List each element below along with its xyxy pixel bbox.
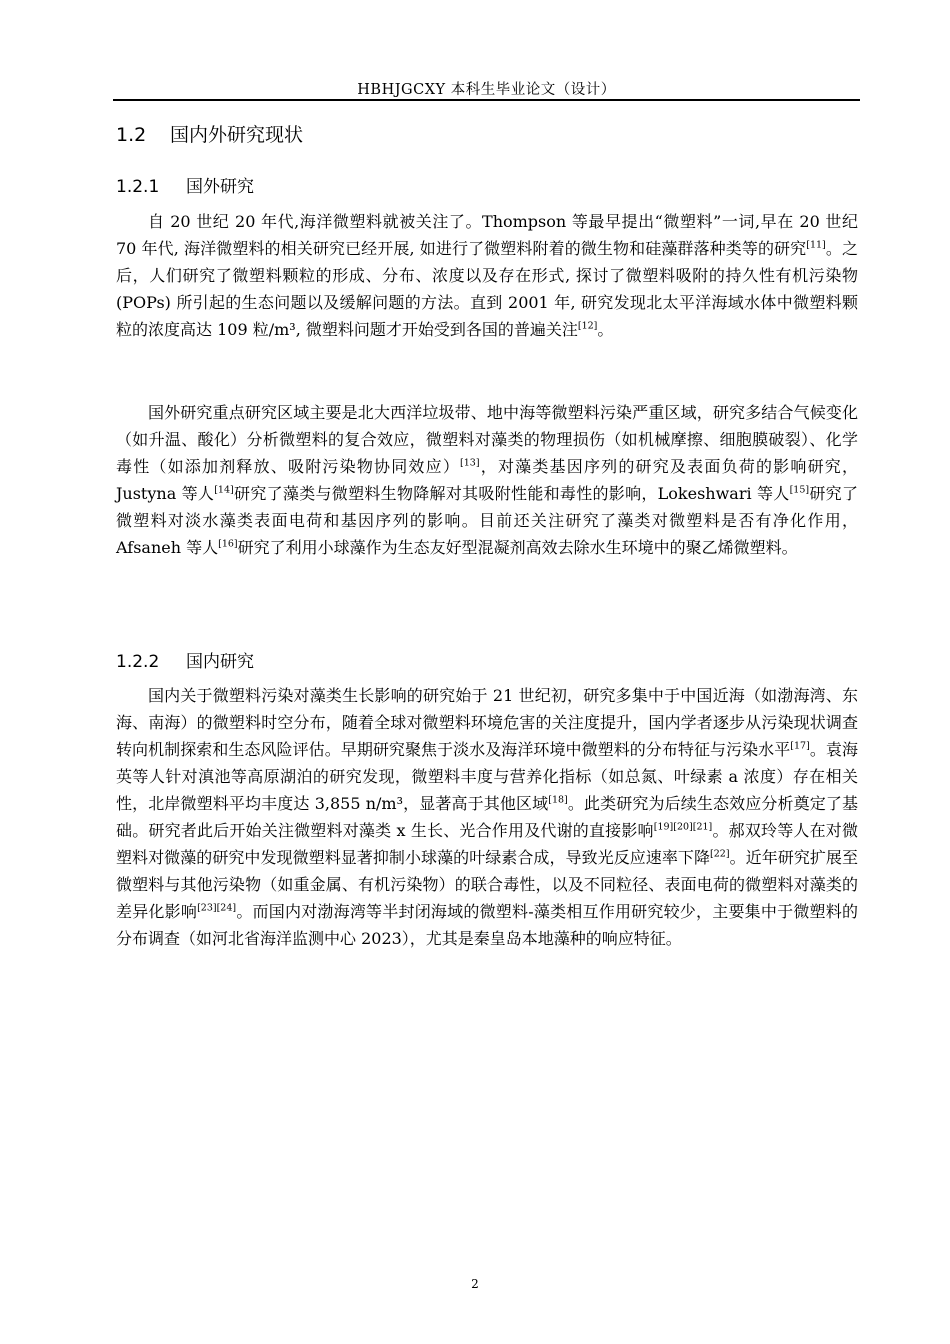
citation: [11] [806,239,826,251]
text-run: ，对藻类基因序列的研究及表面负荷的影响研究，Justyna 等人 [116,457,858,503]
text-run: 自 20 世纪 20 年代,海洋微塑料就被关注了。Thompson 等最早提出“微塑料”一词,早在 20 世纪 70 年代, 海洋微塑料的相关研究已经开展, 如进行了微塑料附着的微生物和硅藻群落种类等的研究 [116,212,858,258]
subsection-title: 国外研究 [186,177,254,197]
section-heading [116,120,303,147]
section-number: 1.2 [116,124,147,146]
text-run: 研究了利用小球藻作为生态友好型混凝剂高效去除水生环境中的聚乙烯微塑料。 [237,538,798,557]
citation: [19][20][21] [653,821,713,833]
citation: [12] [577,320,598,332]
text-run: 。袁海英等人针对滇池等高原湖泊的研究发现，微塑料丰度与营养化指标（如总氮、叶绿素 a 浓度）存在相关性，北岸微塑料平均丰度达 3,855 n/m³，显著高于其他区域 [116,740,858,813]
subsection-number: 1.2.2 [116,652,160,672]
citation: [23][24] [197,902,237,914]
subsection-number: 1.2.1 [116,177,160,197]
page-header: HBHJGCXY 本科生毕业论文（设计） [357,82,616,98]
citation: [18] [548,794,568,806]
subsection-title: 国内研究 [186,652,254,672]
text-run: 国外研究重点研究区域主要是北大西洋垃圾带、地中海等微塑料污染严重区域，研究多结合气候变化（如升温、酸化）分析微塑料的复合效应，微塑料对藻类的物理损伤（如机械摩擦、细胞膜破裂）、化学毒性（如添加剂释放、吸附污染物协同效应） [116,403,858,476]
paragraph-domestic-1 [116,682,858,952]
citation: [14] [214,484,234,496]
page-number: 2 [471,1277,479,1291]
text-run: 。此类研究为后续生态效应分析奠定了基础。研究者此后开始关注微塑料对藻类 x 生长、光合作用及代谢的直接影响 [116,794,858,840]
subsection-heading-domestic [116,647,254,672]
text-run: 研究了藻类与微塑料生物降解对其吸附性能和毒性的影响，Lokeshwari 等人 [233,484,790,503]
citation: [15] [789,484,810,496]
paragraph-foreign-2 [116,399,858,561]
header-rule [113,99,860,101]
citation: [13] [460,457,480,469]
text-run: 。郝双玲等人在对微塑料对微藻的研究中发现微塑料显著抑制小球藻的叶绿素合成，导致光反应速率下降 [116,821,858,867]
section-title: 国内外研究现状 [170,124,304,146]
citation: [17] [790,740,810,752]
text-run: 。而国内对渤海湾等半封闭海域的微塑料-藻类相互作用研究较少，主要集中于微塑料的分布调查（如河北省海洋监测中心 2023），尤其是秦皇岛本地藻种的响应特征。 [116,902,858,948]
text-run: 。 [597,320,614,339]
subsection-heading-foreign [116,172,254,197]
text-run: 。之后，人们研究了微塑料颗粒的形成、分布、浓度以及存在形式, 探讨了微塑料吸附的持久性有机污染物(POPs) 所引起的生态问题以及缓解问题的方法。直到 2001 年, 研究发现北太平洋海域水体中微塑料颗粒的浓度高达 109 粒/m³, 微塑料问题才开始受到各国的普遍关注 [116,239,858,339]
text-run: 国内关于微塑料污染对藻类生长影响的研究始于 21 世纪初，研究多集中于中国近海（如渤海湾、东海、南海）的微塑料时空分布，随着全球对微塑料环境危害的关注度提升，国内学者逐步从污染现状调查转向机制探索和生态风险评估。早期研究聚焦于淡水及海洋环境中微塑料的分布特征与污染水平 [116,686,858,759]
citation: [16] [218,538,238,550]
paragraph-foreign-1 [116,208,858,343]
citation: [22] [710,848,730,860]
text-run: 。近年研究扩展至微塑料与其他污染物（如重金属、有机污染物）的联合毒性，以及不同粒径、表面电荷的微塑料对藻类的差异化影响 [116,848,858,921]
text-run: 研究了微塑料对淡水藻类表面电荷和基因序列的影响。目前还关注研究了藻类对微塑料是否有净化作用，Afsaneh 等人 [116,484,858,557]
